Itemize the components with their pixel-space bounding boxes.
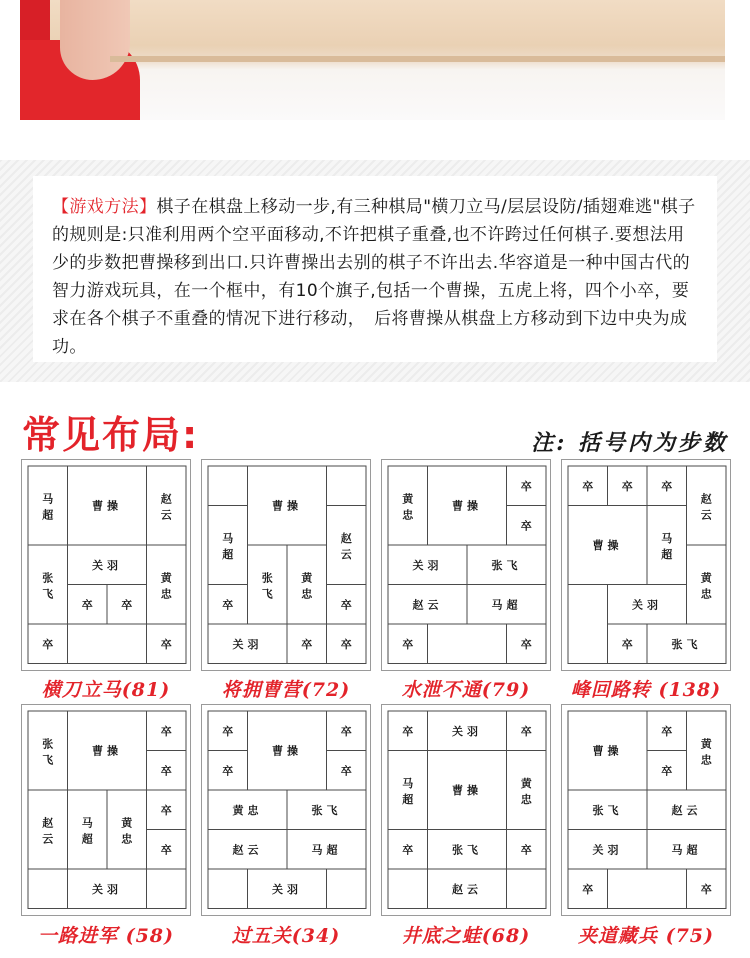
piece-label: 赵云 (452, 882, 482, 896)
piece-label: 黄忠 (520, 777, 532, 806)
piece-label: 卒 (222, 598, 234, 612)
piece-label: 卒 (520, 637, 532, 651)
puzzle-board (381, 459, 551, 671)
product-photo (20, 0, 725, 120)
piece-label: 卒 (402, 724, 414, 738)
piece-label: 卒 (160, 843, 172, 857)
layout-caption: 峰回路转 (138) (570, 679, 722, 701)
layout-caption: 夹道藏兵 (75) (577, 925, 715, 947)
piece-label: 卒 (700, 882, 712, 896)
piece-label: 赵云 (340, 532, 352, 561)
piece-label: 关羽 (452, 724, 482, 738)
piece-label: 关羽 (272, 882, 302, 896)
piece-label: 卒 (340, 764, 352, 778)
puzzle-piece (507, 751, 547, 830)
instructions-body: 棋子在棋盘上移动一步,有三种棋局"横刀立马/层层设防/插翅难逃"棋子的规则是:只准利用两个空平面移动,不许把棋子重叠,也不许跨过任何棋子.要想法用 少的步数把曹操移到出口.只许曹操出去别的棋子不许出去.华容道是一种中国古代的智力游戏玩具，在一个框中，有10个旗子,包括一个曹操，五虎上将，四个小卒，要求在各个棋子不重叠的情况下进行移动， 后将曹操从棋盘上方移动到下边中央为成功。 (52, 197, 702, 357)
piece-label: 卒 (222, 764, 234, 778)
puzzle-board (201, 704, 371, 916)
piece-label: 马超 (81, 816, 93, 846)
puzzle-piece (147, 545, 187, 624)
piece-label: 卒 (621, 637, 633, 651)
layout-caption: 一路进军 (58) (37, 925, 175, 947)
piece-label: 卒 (661, 764, 673, 778)
puzzle-piece (388, 751, 428, 830)
piece-label: 关羽 (412, 558, 443, 572)
puzzle-piece (687, 545, 727, 624)
piece-label: 黄忠 (160, 571, 172, 601)
puzzle-board (381, 704, 551, 916)
piece-label: 卒 (340, 724, 352, 738)
puzzle-piece (28, 790, 68, 869)
puzzle-piece (208, 506, 248, 585)
layout-caption: 水泄不通(79) (401, 679, 531, 701)
piece-label: 张飞 (592, 803, 623, 817)
puzzle-piece (388, 466, 428, 545)
puzzle-piece (687, 466, 727, 545)
puzzle-board (21, 459, 191, 671)
piece-label: 关羽 (632, 598, 662, 612)
puzzle-board-diagram (382, 705, 550, 915)
piece-label: 马超 (42, 492, 54, 522)
puzzle-board-diagram (22, 460, 190, 670)
piece-label: 赵云 (412, 598, 443, 612)
piece-label: 卒 (402, 843, 414, 857)
piece-label: 卒 (520, 724, 532, 738)
piece-label: 马超 (671, 843, 702, 857)
piece-label: 马超 (402, 777, 414, 806)
puzzle-piece (28, 545, 68, 624)
puzzle-board (561, 704, 731, 916)
puzzle-board (561, 459, 731, 671)
piece-label: 关羽 (92, 558, 122, 572)
piece-label: 张飞 (311, 803, 342, 817)
puzzle-board-diagram (22, 705, 190, 915)
piece-label: 马超 (661, 532, 673, 561)
puzzle-piece (68, 790, 108, 869)
piece-label: 赵云 (232, 843, 263, 857)
piece-label: 卒 (340, 637, 352, 651)
puzzle-board-diagram (382, 460, 550, 670)
piece-label: 赵云 (671, 803, 702, 817)
puzzle-piece (687, 711, 727, 790)
layout-caption: 将拥曹营(72) (221, 679, 351, 701)
piece-label: 张飞 (671, 637, 702, 651)
piece-label: 张飞 (42, 737, 54, 767)
piece-label: 赵云 (160, 492, 172, 522)
piece-label: 卒 (222, 724, 234, 738)
puzzle-board (201, 459, 371, 671)
puzzle-board (21, 704, 191, 916)
puzzle-piece (28, 711, 68, 790)
piece-label: 曹操 (92, 499, 122, 513)
piece-label: 曹操 (592, 539, 623, 552)
piece-label: 曹操 (272, 499, 302, 513)
instructions-tag: 【游戏方法】 (52, 197, 157, 217)
puzzle-piece (248, 545, 288, 624)
piece-label: 卒 (402, 637, 414, 651)
puzzle-board-diagram (562, 705, 730, 915)
wooden-board-edge (110, 56, 725, 62)
piece-label: 卒 (520, 479, 532, 493)
piece-label: 黄忠 (232, 803, 263, 817)
piece-label: 卒 (160, 637, 172, 651)
piece-label: 卒 (301, 637, 313, 651)
piece-label: 黄忠 (121, 816, 133, 846)
piece-label: 卒 (121, 598, 133, 612)
piece-label: 曹操 (452, 784, 482, 797)
piece-label: 卒 (582, 882, 594, 896)
layout-caption: 井底之蛙(68) (401, 925, 531, 947)
piece-label: 卒 (582, 479, 594, 493)
piece-label: 卒 (661, 479, 673, 493)
piece-label: 曹操 (92, 744, 122, 758)
piece-label: 马超 (222, 532, 234, 561)
piece-label: 曹操 (272, 744, 302, 758)
piece-label: 黄忠 (402, 492, 414, 522)
piece-label: 赵云 (700, 492, 712, 522)
layout-caption: 过五关(34) (231, 925, 341, 947)
puzzle-piece (28, 466, 68, 545)
piece-label: 黄忠 (301, 571, 313, 601)
piece-label: 卒 (520, 843, 532, 857)
puzzle-piece (107, 790, 147, 869)
piece-label: 卒 (81, 598, 93, 612)
piece-label: 卒 (160, 803, 172, 817)
piece-label: 卒 (160, 724, 172, 738)
piece-label: 张飞 (452, 843, 482, 857)
steps-note: 注: 括号内为步数 (531, 430, 728, 456)
piece-label: 黄忠 (700, 737, 712, 767)
piece-label: 卒 (520, 519, 532, 533)
piece-label: 马超 (491, 598, 522, 612)
puzzle-piece (147, 466, 187, 545)
layout-caption: 横刀立马(81) (41, 679, 171, 701)
piece-label: 关羽 (92, 882, 122, 896)
puzzle-piece (327, 506, 367, 585)
puzzle-board-diagram (562, 460, 730, 670)
piece-label: 马超 (311, 843, 342, 857)
puzzle-board-diagram (202, 705, 370, 915)
piece-label: 关羽 (232, 637, 263, 651)
puzzle-board-diagram (202, 460, 370, 670)
piece-label: 卒 (340, 598, 352, 612)
hand (60, 0, 130, 80)
piece-label: 张飞 (42, 571, 54, 601)
piece-label: 张飞 (261, 571, 273, 601)
puzzle-piece (647, 506, 687, 585)
piece-label: 卒 (160, 764, 172, 778)
piece-label: 黄忠 (700, 571, 712, 601)
piece-label: 卒 (661, 724, 673, 738)
piece-label: 曹操 (592, 744, 623, 758)
instructions-text (52, 193, 706, 361)
piece-label: 卒 (42, 637, 54, 651)
piece-label: 赵云 (42, 816, 54, 846)
piece-label: 卒 (621, 479, 633, 493)
section-title: 常见布局: (22, 413, 200, 457)
piece-label: 张飞 (491, 558, 522, 572)
piece-label: 曹操 (452, 499, 482, 513)
piece-label: 关羽 (592, 843, 623, 857)
puzzle-piece (287, 545, 327, 624)
